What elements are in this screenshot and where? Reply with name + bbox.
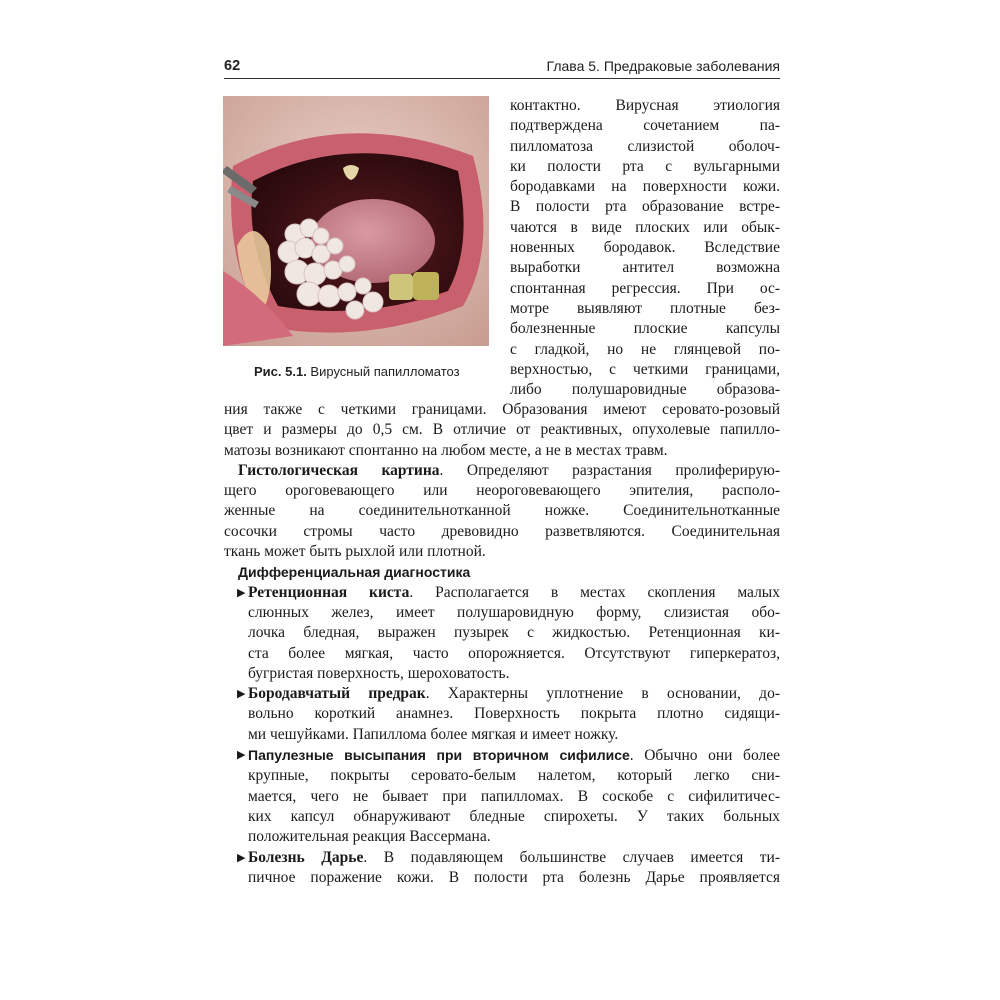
histology-term: Гистологическая картина bbox=[238, 461, 440, 479]
item-line: ста более мягкая, часто опорожняется. Отсутствуют гиперкератоз, bbox=[248, 644, 780, 662]
side-line: с гладкой, но не глянцевой по- bbox=[510, 340, 780, 358]
side-line: мотре выявляют плотные без- bbox=[510, 299, 780, 317]
header-rule bbox=[224, 78, 780, 79]
item-rest: . Обычно они более bbox=[629, 747, 780, 765]
chapter-title: Глава 5. Предраковые заболевания bbox=[546, 58, 780, 74]
list-item bbox=[224, 684, 780, 745]
side-line: болезненные плоские капсулы bbox=[510, 320, 780, 338]
figure-papillomatosis-photo bbox=[223, 96, 489, 346]
item-line: бугристая поверхность, шероховатость. bbox=[248, 664, 510, 682]
mouth-photo-illustration bbox=[223, 96, 489, 346]
item-term: Ретенционная киста bbox=[248, 583, 410, 601]
item-first-line bbox=[224, 583, 780, 603]
list-item bbox=[224, 848, 780, 889]
running-header bbox=[224, 56, 780, 78]
item-rest: . В подавляющем большинстве случаев имеется ти- bbox=[363, 848, 780, 866]
section-heading: Дифференциальная диагностика bbox=[238, 564, 471, 581]
side-line: новенных бородавок. Вследствие bbox=[510, 239, 780, 257]
body-line: щего ороговевающего или неороговевающего эпителия, располо- bbox=[224, 482, 780, 500]
side-line: выработки антител возможна bbox=[510, 259, 780, 277]
main-column bbox=[224, 400, 780, 888]
item-line: пичное поражение кожи. В полости рта болезнь Дарье проявляется bbox=[248, 868, 780, 886]
item-line: положительная реакция Вассермана. bbox=[248, 828, 491, 846]
side-line: контактно. Вирусная этиология bbox=[510, 97, 780, 114]
side-line: верхностью, с четкими границами, bbox=[510, 360, 780, 378]
item-line: мается, чего не бывает при папилломах. В соскобе с сифилитичес- bbox=[248, 787, 780, 805]
body-line: матозы возникают спонтанно на любом месте, а не в местах травм. bbox=[224, 441, 668, 459]
item-first-line bbox=[224, 684, 780, 704]
side-column bbox=[510, 96, 780, 400]
side-line: В полости рта образование встре- bbox=[510, 198, 780, 216]
caption-label: Рис. 5.1. bbox=[254, 364, 307, 379]
item-term: Папулезные высыпания при вторичном сифилисе bbox=[248, 747, 630, 764]
caption-text: Вирусный папилломатоз bbox=[306, 364, 460, 379]
item-line: слюнных желез, имеет полушаровидную форму, слизистая обо- bbox=[248, 603, 780, 621]
side-line: подтверждена сочетанием па- bbox=[510, 117, 780, 135]
item-first-line bbox=[224, 848, 780, 868]
item-rest: . Располагается в местах скопления малых bbox=[409, 583, 780, 601]
body-line: цвет и размеры до 0,5 см. В отличие от реактивных, опухолевые папилло- bbox=[224, 421, 780, 439]
item-line: крупные, покрыты серовато-белым налетом, который легко сни- bbox=[248, 767, 780, 785]
body-line: сосочки стромы часто древовидно разветвляются. Соединительная bbox=[224, 522, 780, 540]
body-line: ткань может быть рыхлой или плотной. bbox=[224, 543, 486, 561]
histology-rest: . Определяют разрастания пролиферирую- bbox=[439, 461, 780, 479]
bullet-arrow-icon: ▶ bbox=[237, 749, 246, 762]
side-line: бородавками на поверхности кожи. bbox=[510, 178, 780, 196]
bullet-arrow-icon: ▶ bbox=[237, 688, 246, 701]
body-line: ния также с четкими границами. Образования имеют серовато-розовый bbox=[224, 401, 780, 418]
histology-first-line bbox=[224, 461, 780, 481]
item-term: Болезнь Дарье bbox=[248, 848, 364, 866]
list-item bbox=[224, 745, 780, 847]
side-line: чаются в виде плоских или обык- bbox=[510, 218, 780, 236]
list-item bbox=[224, 583, 780, 684]
side-line: пилломатоза слизистой оболоч- bbox=[510, 137, 780, 155]
item-term: Бородавчатый предрак bbox=[248, 685, 426, 703]
item-first-line bbox=[224, 745, 780, 766]
bullet-arrow-icon: ▶ bbox=[237, 586, 246, 599]
item-line: вольно короткий анамнез. Поверхность покрыта плотно сидящи- bbox=[248, 705, 780, 723]
item-line: лочка бледная, выражен пузырек с жидкостью. Ретенционная ки- bbox=[248, 624, 780, 642]
side-line: спонтанная регрессия. При ос- bbox=[510, 279, 780, 297]
side-line: либо полушаровидные образова- bbox=[510, 381, 780, 399]
item-rest: . Характерны уплотнение в основании, до- bbox=[425, 685, 780, 703]
item-line: ких капсул обнаруживают бледные спирохеты. У таких больных bbox=[248, 807, 780, 825]
figure-caption bbox=[254, 364, 489, 379]
item-line: ми чешуйками. Папиллома более мягкая и имеет ножку. bbox=[248, 725, 619, 743]
body-line: женные на соединительнотканной ножке. Соединительнотканные bbox=[224, 502, 780, 520]
side-line: ки полости рта с вульгарными bbox=[510, 157, 780, 175]
bullet-arrow-icon: ▶ bbox=[237, 851, 246, 864]
page-number: 62 bbox=[224, 58, 241, 74]
